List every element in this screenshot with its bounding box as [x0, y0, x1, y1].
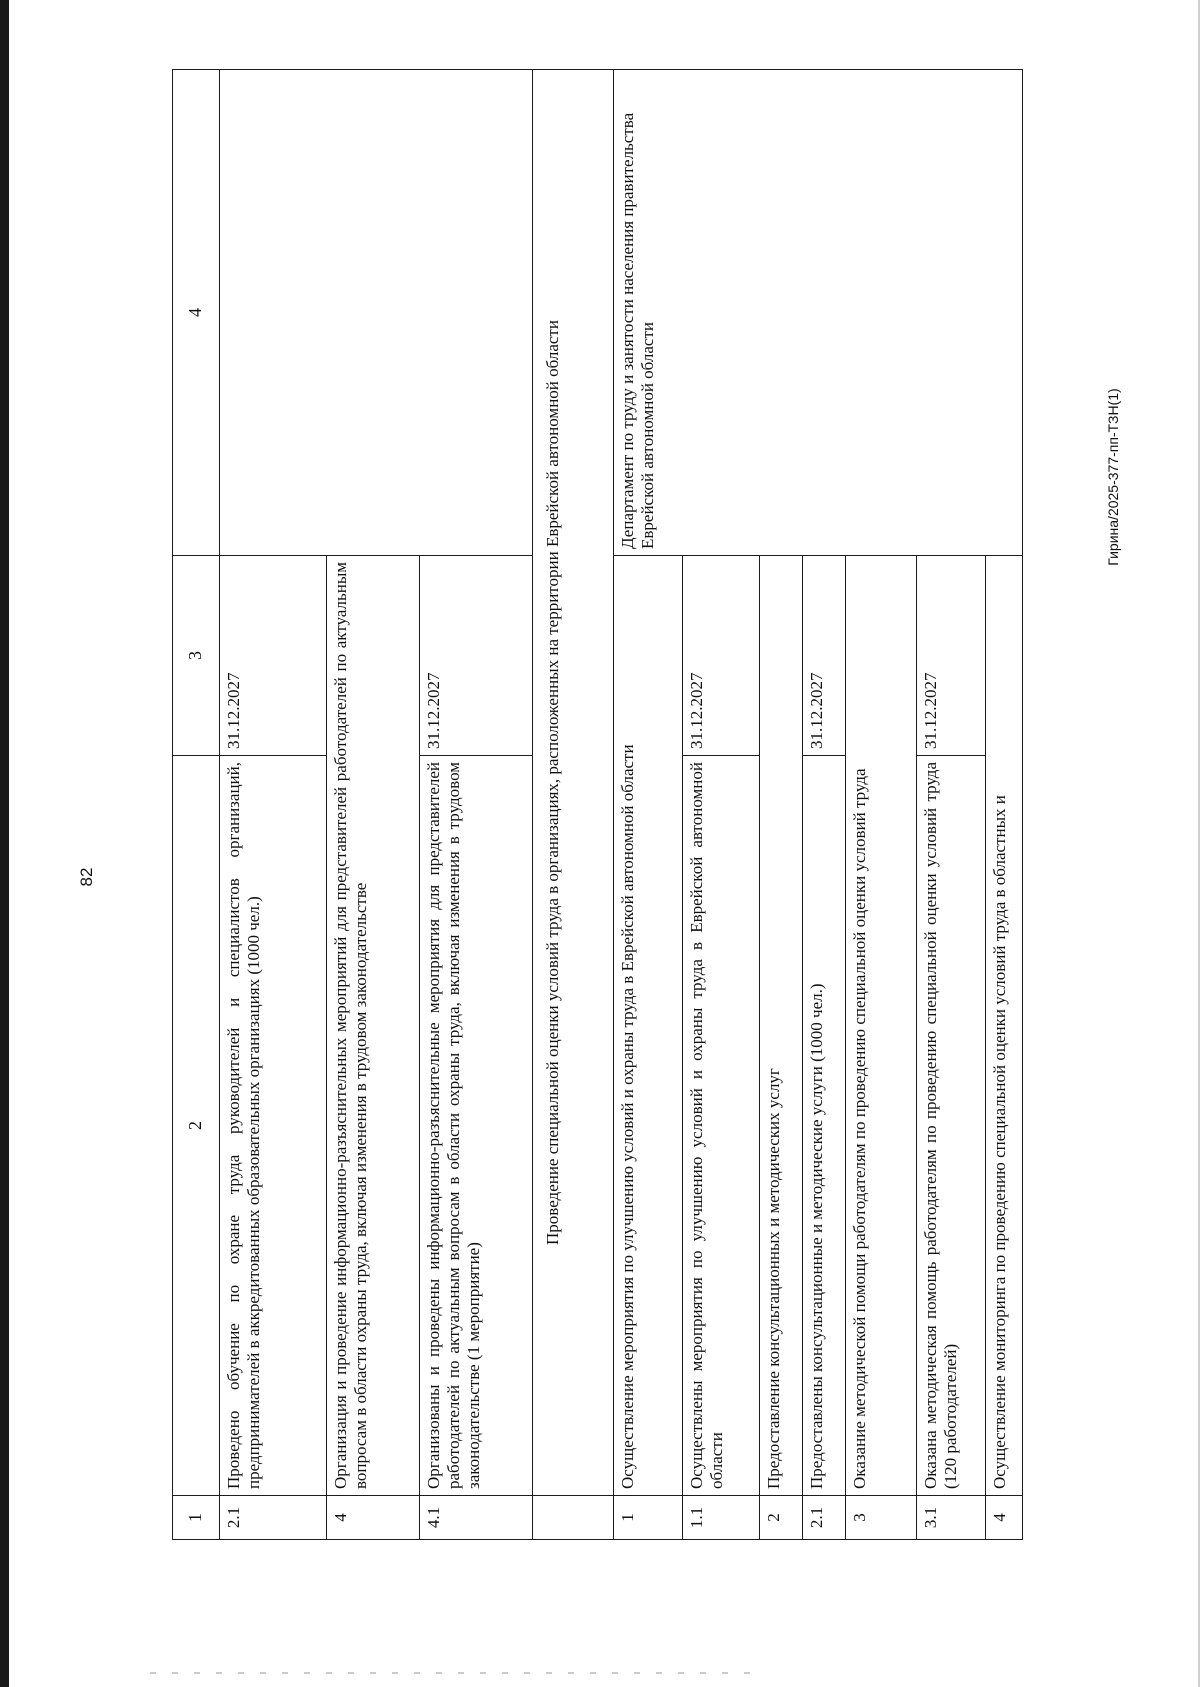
- row-date: 31.12.2027: [917, 556, 986, 756]
- header-col-3: 3: [173, 556, 220, 756]
- section-title: Проведение специальной оценки условий труда в организациях, расположенных на территории Еврейской автономной области: [533, 70, 614, 1496]
- row-text: Осуществление мероприятия по улучшению условий и охраны труда в Еврейской автономной области: [614, 556, 683, 1496]
- header-col-4: 4: [173, 70, 220, 556]
- row-text: Предоставлены консультационные и методические услуги (1000 чел.): [803, 756, 846, 1496]
- row-text: Предоставление консультационных и методических услуг: [760, 556, 803, 1496]
- row-date: 31.12.2027: [803, 556, 846, 756]
- row-number: 1.1: [683, 1496, 760, 1540]
- row-text: Оказана методическая помощь работодателям по проведению специальной оценки условий труда (120 работодателей): [917, 756, 986, 1496]
- row-text: Организация и проведение информационно-разъяснительных мероприятий для представителей работодателей по актуальным вопросам в области охраны труда, включая изменения в трудовом законодательстве: [327, 556, 420, 1496]
- row-text: Осуществление мониторинга по проведению специальной оценки условий труда в областных и: [986, 556, 1023, 1496]
- section-row: [533, 70, 614, 1540]
- row-number: 4.1: [420, 1496, 533, 1540]
- row-number: 1: [614, 1496, 683, 1540]
- row-number: 3: [846, 1496, 917, 1540]
- section-number-empty: [533, 1496, 614, 1540]
- page-number: 82: [77, 867, 96, 887]
- row-date: 31.12.2027: [420, 556, 533, 756]
- row-number: 3.1: [917, 1496, 986, 1540]
- row-number: 2.1: [803, 1496, 846, 1540]
- table-header-row: [173, 70, 220, 1540]
- table-row: [220, 70, 327, 1540]
- row-date: 31.12.2027: [220, 556, 327, 756]
- row-date: 31.12.2027: [683, 556, 760, 756]
- row-responsible: [220, 70, 533, 556]
- row-text: Оказание методической помощи работодателям по проведению специальной оценки условий труда: [846, 556, 917, 1496]
- row-text: Проведено обучение по охране труда руководителей и специалистов организаций, предпринимателей в аккредитованных образовательных организациях (1000 чел.): [220, 756, 327, 1496]
- row-number: 2: [760, 1496, 803, 1540]
- header-col-1: 1: [173, 1496, 220, 1540]
- row-number: 4: [327, 1496, 420, 1540]
- row-text: Осуществлены мероприятия по улучшению условий и охраны труда в Еврейской автономной области: [683, 756, 760, 1496]
- table-row: [614, 70, 683, 1540]
- row-text: Организованы и проведены информационно-разъяснительные мероприятия для представителей работодателей по актуальным вопросам в области охраны труда, включая изменения в трудовом законодательстве (1 мероприятие): [420, 756, 533, 1496]
- row-number: 2.1: [220, 1496, 327, 1540]
- header-col-2: 2: [173, 756, 220, 1496]
- row-number: 4: [986, 1496, 1023, 1540]
- activities-table: [172, 69, 1023, 1540]
- document-reference: Гирина/2025-377-пп-ТЗН(1): [1105, 388, 1121, 566]
- section-responsible: Департамент по труду и занятости населения правительства Еврейской автономной области: [614, 70, 1023, 556]
